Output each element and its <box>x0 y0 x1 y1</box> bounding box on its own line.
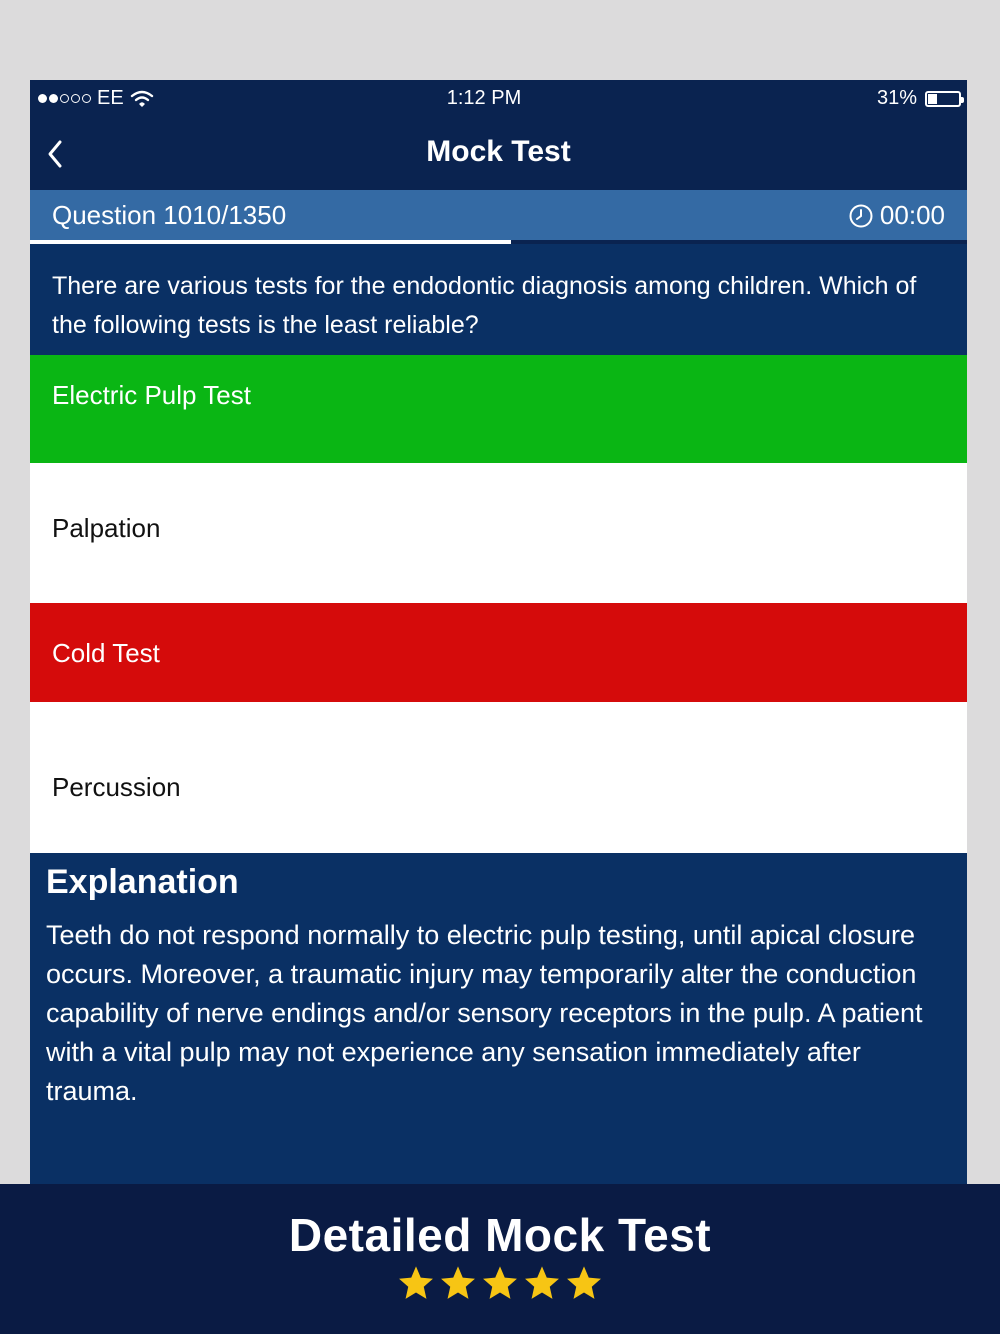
timer <box>848 200 945 231</box>
star-icon <box>439 1264 477 1302</box>
app-screen <box>30 80 967 1184</box>
star-icon <box>481 1264 519 1302</box>
question-text: There are various tests for the endodontic diagnosis among children. Which of the following tests is the least reliable? <box>30 244 967 355</box>
battery-percent: 31% <box>876 87 917 109</box>
battery-icon <box>925 91 961 107</box>
answer-option-wrong[interactable] <box>30 603 967 702</box>
page-title: Mock Test <box>426 135 571 168</box>
battery-fill <box>928 94 937 104</box>
battery-nub <box>961 97 964 103</box>
answer-option[interactable] <box>30 463 967 603</box>
star-icon <box>565 1264 603 1302</box>
star-icon <box>397 1264 435 1302</box>
carrier-name: EE <box>97 87 124 109</box>
explanation-text: Teeth do not respond normally to electric pulp testing, until apical closure occurs. Moreover, a traumatic injury may temporarily alter the conduction capability of nerve endings and/or sensory receptors in the pulp. A patient with a vital pulp may not experience any sensation immediately after trauma. <box>46 920 923 1106</box>
explanation-heading: Explanation <box>46 863 239 901</box>
banner-title: Detailed Mock Test <box>288 1209 712 1261</box>
question-counter: Question 1010/1350 <box>52 200 287 230</box>
answer-option-correct[interactable] <box>30 355 967 463</box>
status-time: 1:12 PM <box>446 87 522 109</box>
option-label: Palpation <box>52 513 161 543</box>
question-header <box>30 190 967 240</box>
star-icon <box>523 1264 561 1302</box>
star-rating <box>0 1264 1000 1302</box>
option-label: Cold Test <box>52 638 160 668</box>
nav-bar <box>30 118 967 190</box>
status-bar <box>30 80 967 118</box>
clock-icon <box>848 203 874 229</box>
option-label: Electric Pulp Test <box>52 380 251 410</box>
battery-status <box>877 87 961 110</box>
answer-option[interactable] <box>30 702 967 853</box>
option-label: Percussion <box>52 772 181 802</box>
timer-value: 00:00 <box>879 200 945 230</box>
promo-banner <box>0 1184 1000 1334</box>
explanation-panel <box>30 853 967 1184</box>
